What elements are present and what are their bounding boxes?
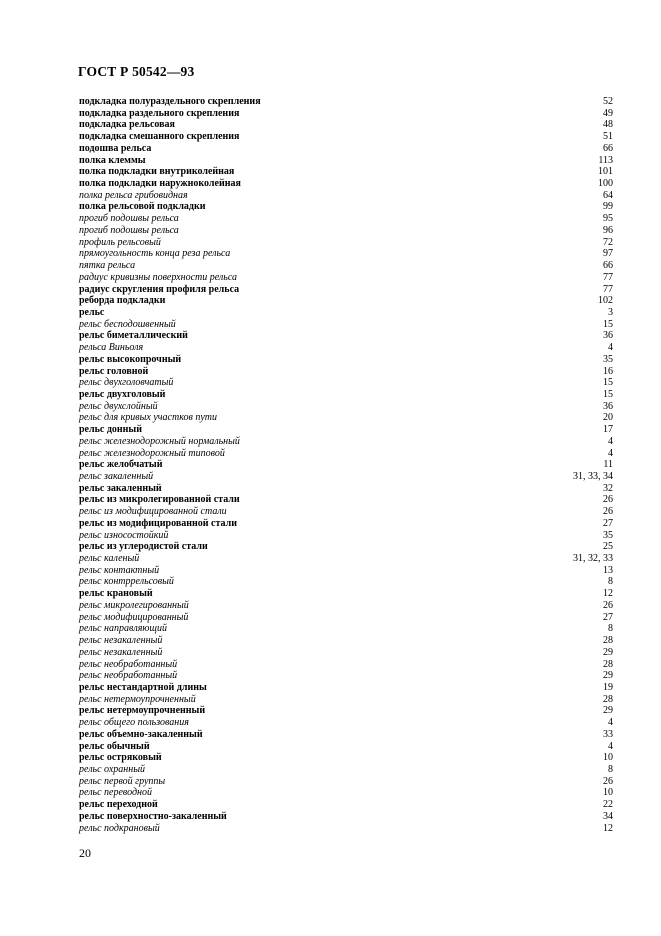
index-term: прямоугольность конца реза рельса	[79, 248, 231, 260]
index-term: рельс износостойкий	[79, 529, 169, 541]
index-page-ref: 4	[608, 447, 613, 459]
index-term: рельс охранный	[79, 763, 145, 775]
index-page-ref: 28	[603, 658, 613, 670]
index-page-ref: 100	[598, 178, 613, 190]
index-entry	[79, 741, 613, 753]
index-term: профиль рельсовый	[79, 236, 161, 248]
index-term: рельс необработанный	[79, 658, 178, 670]
index-term: рельс переводной	[79, 787, 153, 799]
index-term: полка клеммы	[79, 154, 146, 166]
index-term: рельс из модифицированной стали	[79, 506, 227, 518]
index-page-ref: 77	[603, 283, 613, 295]
index-term: рельс двухголовый	[79, 388, 166, 400]
index-term: подкладка полураздельного скрепления	[79, 96, 261, 107]
index-entry	[79, 787, 613, 799]
index-entry	[79, 448, 613, 460]
index-page-ref: 99	[603, 201, 613, 213]
index-page-ref: 102	[598, 295, 613, 307]
index-term: подкладка смешанного скрепления	[79, 131, 240, 143]
index-page-ref: 36	[603, 330, 613, 342]
index-term: полка рельса грибовидная	[79, 189, 188, 201]
index-page-ref: 26	[603, 775, 613, 787]
index-entry	[79, 319, 613, 331]
index-entry	[79, 647, 613, 659]
index-page-ref: 12	[603, 822, 613, 834]
index-term: рельс остряковый	[79, 752, 162, 764]
index-entry	[79, 717, 613, 729]
index-term: рельс направляющий	[79, 623, 167, 635]
index-page-ref: 15	[603, 388, 613, 400]
index-term: рельс микролегированный	[79, 599, 189, 611]
index-page-ref: 29	[603, 670, 613, 682]
index-term: прогиб подошвы рельса	[79, 224, 179, 236]
index-entry	[79, 612, 613, 624]
term-index-list	[79, 96, 613, 834]
index-page-ref: 51	[603, 131, 613, 143]
index-term: рельс двухслойный	[79, 400, 158, 412]
index-entry	[79, 295, 613, 307]
index-entry	[79, 366, 613, 378]
index-term: рельс бесподошвенный	[79, 318, 176, 330]
index-page-ref: 29	[603, 705, 613, 717]
index-term: рельс	[79, 306, 105, 318]
index-page-ref: 29	[603, 646, 613, 658]
index-page-ref: 11	[603, 459, 613, 471]
index-page-ref: 77	[603, 271, 613, 283]
index-entry	[79, 178, 613, 190]
index-page-ref: 64	[603, 189, 613, 201]
index-term: рельс закаленный	[79, 482, 162, 494]
index-term: рельс донный	[79, 424, 142, 436]
index-page-ref: 28	[603, 693, 613, 705]
index-page-ref: 97	[603, 248, 613, 260]
index-page-ref: 27	[603, 517, 613, 529]
index-term: подкладка рельсовая	[79, 119, 175, 131]
index-page-ref: 10	[603, 752, 613, 764]
index-entry	[79, 225, 613, 237]
index-entry	[79, 588, 613, 600]
index-term: рельс закаленный	[79, 471, 154, 482]
index-entry	[79, 377, 613, 389]
index-page-ref: 4	[608, 740, 613, 752]
index-entry	[79, 483, 613, 495]
index-entry	[79, 237, 613, 249]
page-header: ГОСТ Р 50542—93	[78, 64, 195, 79]
index-entry	[79, 166, 613, 178]
index-page-ref: 52	[603, 96, 613, 107]
index-entry	[79, 752, 613, 764]
index-term: прогиб подошвы рельса	[79, 213, 179, 225]
index-entry	[79, 764, 613, 776]
index-page-ref: 34	[603, 810, 613, 822]
index-page-ref: 22	[603, 799, 613, 811]
index-page-ref: 25	[603, 541, 613, 553]
index-entry	[79, 143, 613, 155]
index-term: подкладка раздельного скрепления	[79, 107, 240, 119]
index-entry	[79, 272, 613, 284]
index-page-ref: 101	[598, 166, 613, 178]
index-entry	[79, 307, 613, 319]
index-entry	[79, 342, 613, 354]
index-entry	[79, 330, 613, 342]
index-entry	[79, 565, 613, 577]
index-term: рельс обычный	[79, 740, 150, 752]
index-page-ref: 66	[603, 142, 613, 154]
index-page-ref: 27	[603, 611, 613, 623]
index-term: рельс нетермоупрочненный	[79, 705, 206, 717]
index-page-ref: 12	[603, 588, 613, 600]
index-entry	[79, 776, 613, 788]
index-page-ref: 36	[603, 400, 613, 412]
index-entry	[79, 506, 613, 518]
index-entry	[79, 96, 613, 108]
index-term: рельс железнодорожный типовой	[79, 447, 225, 459]
index-term: рельс из модифицированной стали	[79, 517, 237, 529]
index-entry	[79, 436, 613, 448]
index-entry	[79, 518, 613, 530]
index-page-ref: 17	[603, 424, 613, 436]
index-term: пятка рельса	[79, 260, 136, 272]
index-term: радиус скругления профиля рельса	[79, 283, 240, 295]
index-page-ref: 26	[603, 494, 613, 506]
index-entry	[79, 155, 613, 167]
index-page-ref: 8	[608, 763, 613, 775]
index-entry	[79, 576, 613, 588]
index-page-ref: 19	[603, 681, 613, 693]
index-term: рельс желобчатый	[79, 459, 163, 471]
index-entry	[79, 471, 613, 483]
index-term: рельс объемно-закаленный	[79, 728, 203, 740]
index-term: рельс необработанный	[79, 670, 178, 682]
index-page-ref: 32	[603, 482, 613, 494]
index-term: рельс для кривых участков пути	[79, 412, 218, 424]
index-term: рельс каленый	[79, 553, 140, 565]
index-page-ref: 15	[603, 318, 613, 330]
index-entry	[79, 729, 613, 741]
index-page-ref: 113	[598, 154, 613, 166]
index-term: рельс двухголовчатый	[79, 377, 174, 389]
index-entry	[79, 213, 613, 225]
index-page-ref: 33	[603, 728, 613, 740]
index-page-ref: 20	[603, 412, 613, 424]
index-entry	[79, 284, 613, 296]
index-entry	[79, 412, 613, 424]
index-entry	[79, 600, 613, 612]
index-term: рельс первой группы	[79, 775, 166, 787]
index-term: рельс поверхностно-закаленный	[79, 810, 227, 822]
index-page-ref: 4	[608, 435, 613, 447]
index-page-ref: 16	[603, 365, 613, 377]
index-entry	[79, 248, 613, 260]
index-term: подошва рельса	[79, 142, 152, 154]
index-entry	[79, 190, 613, 202]
index-term: рельс незакаленный	[79, 635, 163, 647]
index-page-ref: 28	[603, 635, 613, 647]
index-page-ref: 13	[603, 564, 613, 576]
index-page-ref: 8	[608, 576, 613, 588]
index-term: рельс из углеродистой стали	[79, 541, 208, 553]
index-page-ref: 96	[603, 224, 613, 236]
index-entry	[79, 459, 613, 471]
index-term: рельс общего пользования	[79, 717, 189, 729]
index-page-ref: 49	[603, 107, 613, 119]
index-entry	[79, 424, 613, 436]
index-term: радиус кривизны поверхности рельса	[79, 271, 238, 283]
index-entry	[79, 530, 613, 542]
index-entry	[79, 541, 613, 553]
index-term: рельс модифицированный	[79, 611, 189, 623]
index-term: рельс из микролегированной стали	[79, 494, 240, 506]
index-entry	[79, 260, 613, 272]
index-page-ref: 66	[603, 260, 613, 272]
index-entry	[79, 694, 613, 706]
index-entry	[79, 705, 613, 717]
index-entry	[79, 131, 613, 143]
index-page-ref: 4	[608, 717, 613, 729]
index-term: рельс переходной	[79, 799, 158, 811]
index-term: рельс нестандартной длины	[79, 681, 207, 693]
index-term: рельс контактный	[79, 564, 160, 576]
index-entry	[79, 799, 613, 811]
index-term: рельса Виньоля	[79, 342, 144, 354]
index-term: рельс подкрановый	[79, 822, 160, 834]
index-term: полка рельсовой подкладки	[79, 201, 206, 213]
index-entry	[79, 494, 613, 506]
index-page-ref: 72	[603, 236, 613, 248]
index-entry	[79, 623, 613, 635]
index-entry	[79, 659, 613, 671]
index-entry	[79, 823, 613, 835]
index-page-ref: 3	[608, 306, 613, 318]
index-page-ref: 26	[603, 506, 613, 518]
index-page-ref: 35	[603, 529, 613, 541]
index-page-ref: 4	[608, 342, 613, 354]
index-page-ref: 95	[603, 213, 613, 225]
index-term: рельс биметаллический	[79, 330, 188, 342]
index-entry	[79, 108, 613, 120]
index-page-ref: 10	[603, 787, 613, 799]
index-term: реборда подкладки	[79, 295, 166, 307]
index-entry	[79, 811, 613, 823]
index-entry	[79, 635, 613, 647]
index-term: рельс крановый	[79, 588, 153, 600]
index-term: рельс высокопрочный	[79, 353, 182, 365]
index-entry	[79, 553, 613, 565]
index-page-ref: 8	[608, 623, 613, 635]
index-entry	[79, 682, 613, 694]
index-entry	[79, 389, 613, 401]
index-term: рельс незакаленный	[79, 646, 163, 658]
index-term: полка подкладки внутриколейная	[79, 166, 235, 178]
index-term: полка подкладки наружноколейная	[79, 178, 241, 190]
index-entry	[79, 201, 613, 213]
index-page-ref: 48	[603, 119, 613, 131]
index-entry	[79, 401, 613, 413]
index-term: рельс нетермоупрочненный	[79, 693, 196, 705]
index-page-ref: 26	[603, 599, 613, 611]
index-entry	[79, 670, 613, 682]
index-entry	[79, 119, 613, 131]
index-page-ref: 31, 33, 34	[573, 471, 613, 482]
index-term: рельс железнодорожный нормальный	[79, 435, 240, 447]
index-term: рельс контррельсовый	[79, 576, 174, 588]
index-entry	[79, 354, 613, 366]
index-page-ref: 35	[603, 353, 613, 365]
index-term: рельс головной	[79, 365, 149, 377]
index-page-ref: 15	[603, 377, 613, 389]
index-page-ref: 31, 32, 33	[573, 553, 613, 565]
page-number: 20	[79, 846, 91, 860]
